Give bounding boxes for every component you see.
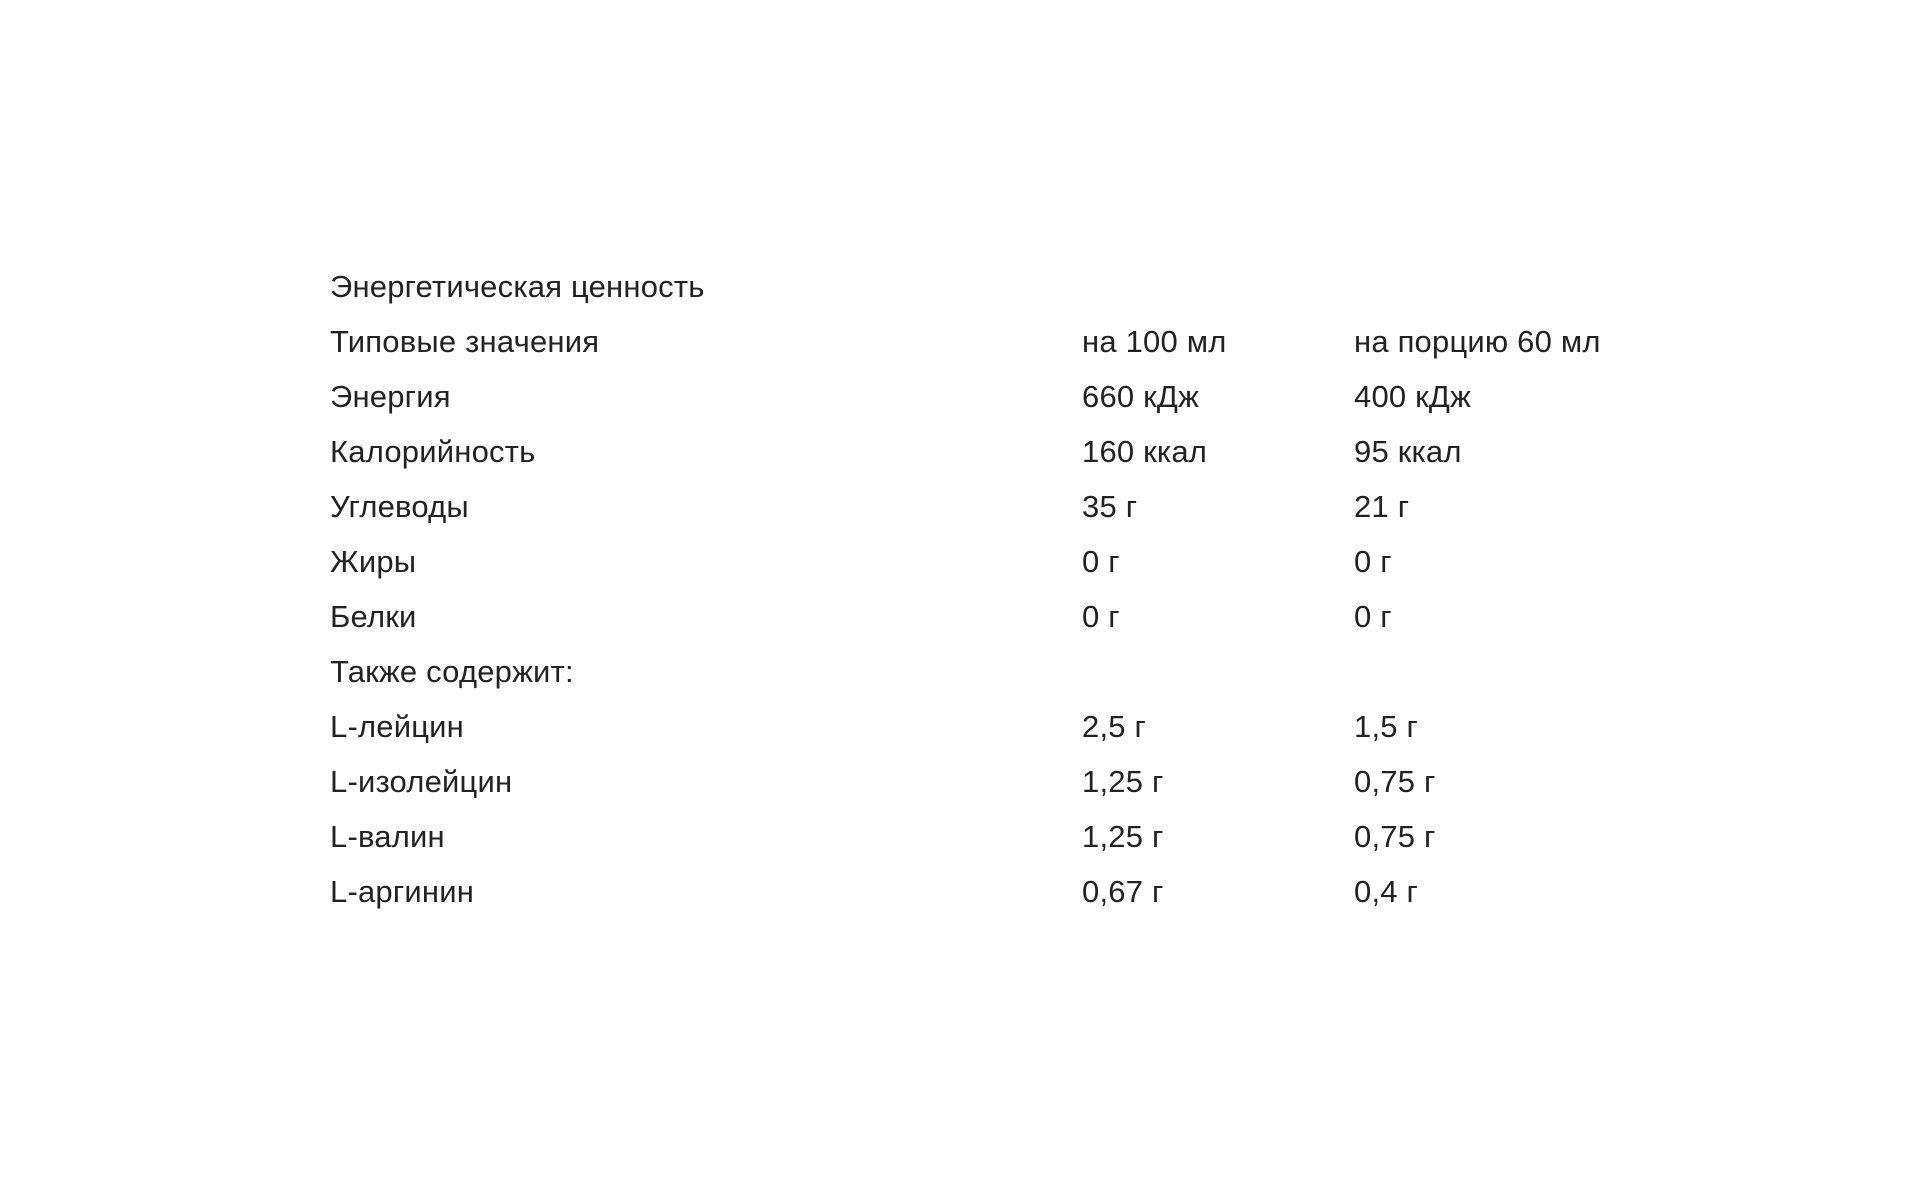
per-100ml-cell: 1,25 г [1082, 818, 1164, 854]
per-portion-cell: 0 г [1354, 598, 1392, 634]
nutrient-name-cell: L-изолейцин [330, 763, 513, 799]
nutrient-name-cell: Калорийность [330, 433, 536, 469]
per-100ml-cell: 2,5 г [1082, 708, 1147, 744]
per-portion-cell: 400 кДж [1354, 378, 1472, 414]
per-100ml-cell: 0,67 г [1082, 873, 1164, 909]
nutrient-name-cell: L-лейцин [330, 708, 465, 744]
per-portion-cell: 1,5 г [1354, 708, 1419, 744]
nutrition-table [330, 259, 1654, 919]
per-portion-cell: 21 г [1354, 488, 1410, 524]
per-100ml-cell [1082, 259, 1354, 314]
per-portion-cell [1354, 644, 1654, 699]
nutrient-name-cell: L-валин [330, 818, 445, 854]
per-portion-cell: на порцию 60 мл [1354, 323, 1601, 359]
table-row [330, 314, 1654, 369]
per-100ml-cell: 35 г [1082, 488, 1138, 524]
table-row [330, 479, 1654, 534]
table-row [330, 809, 1654, 864]
nutrition-table-body [330, 259, 1654, 919]
table-row [330, 369, 1654, 424]
nutrient-name-cell: L-аргинин [330, 873, 475, 909]
table-row [330, 589, 1654, 644]
nutrient-name-cell: Типовые значения [330, 323, 600, 359]
table-row [330, 864, 1654, 919]
per-portion-cell: 0,4 г [1354, 873, 1419, 909]
per-100ml-cell: 0 г [1082, 598, 1120, 634]
table-row [330, 754, 1654, 809]
per-portion-cell: 0,75 г [1354, 763, 1436, 799]
table-row [330, 699, 1654, 754]
table-row [330, 259, 1654, 314]
per-portion-cell: 0,75 г [1354, 818, 1436, 854]
nutrient-name-cell: Также содержит: [330, 653, 574, 689]
per-100ml-cell: 0 г [1082, 543, 1120, 579]
nutrient-name-cell: Углеводы [330, 488, 469, 524]
table-row [330, 644, 1654, 699]
per-100ml-cell [1082, 644, 1354, 699]
per-portion-cell [1354, 259, 1654, 314]
nutrient-name-cell: Жиры [330, 543, 417, 579]
table-row [330, 534, 1654, 589]
table-row [330, 424, 1654, 479]
nutrient-name-cell: Энергия [330, 378, 451, 414]
per-100ml-cell: 1,25 г [1082, 763, 1164, 799]
per-portion-cell: 95 ккал [1354, 433, 1462, 469]
per-portion-cell: 0 г [1354, 543, 1392, 579]
per-100ml-cell: 660 кДж [1082, 378, 1200, 414]
per-100ml-cell: 160 ккал [1082, 433, 1208, 469]
per-100ml-cell: на 100 мл [1082, 323, 1227, 359]
nutrient-name-cell: Белки [330, 598, 417, 634]
nutrient-name-cell: Энергетическая ценность [330, 268, 705, 304]
